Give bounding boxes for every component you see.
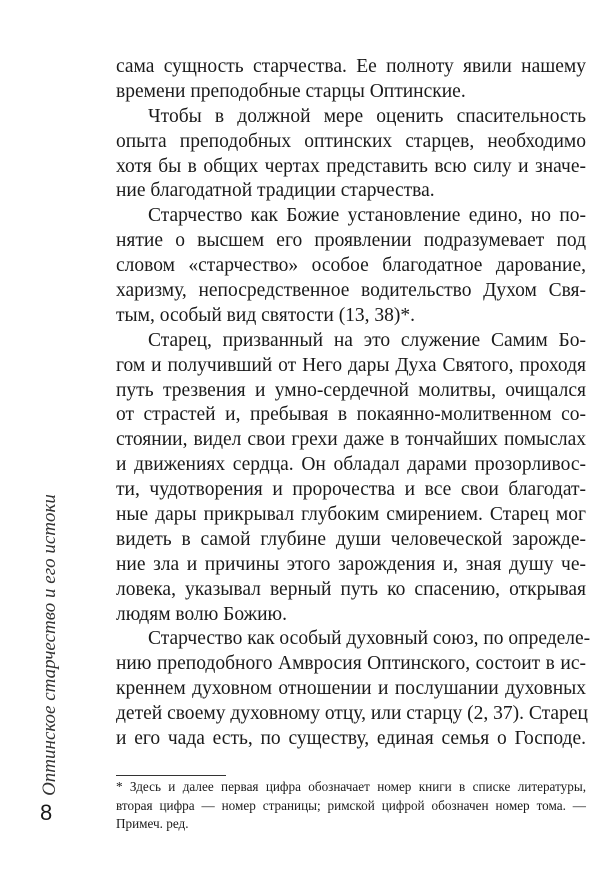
text-line: детей своему духовному отцу, или старцу (2, 37). Старец <box>116 703 588 725</box>
text-line: людям волю Божию. <box>116 603 287 625</box>
text-line: ловека, указывал верный путь ко спасению, открывая <box>116 578 586 600</box>
text-line: и движениях сердца. Он обладал дарами прозорливос- <box>116 454 586 476</box>
text-line: словом «старчество» особое благодатное дарование, <box>116 255 586 277</box>
text-line: хотя бы в общих чертах представить всю силу и значе- <box>116 155 586 177</box>
text-line: стоянии, видел свои грехи даже в тончайших помыслах <box>116 429 586 451</box>
text-line: ные дары прикрывал глубоким смирением. Старец мог <box>116 504 586 526</box>
text-line: опыта преподобных оптинских старцев, необходимо <box>116 130 586 152</box>
text-line: вторая цифра — номер страницы; римской цифрой обозначен номер тома. — <box>116 797 586 813</box>
footnote-divider <box>116 775 226 776</box>
text-line: нятие о высшем его проявлении подразумевает под <box>116 230 586 252</box>
text-line: нию преподобного Амвросия Оптинского, состоит в ис- <box>116 653 586 675</box>
text-line: путь трезвения и умно-сердечной молитвы, очищался <box>116 379 586 401</box>
text-line: сама сущность старчества. Ее полноту явили нашему <box>116 56 586 77</box>
text-line: Чтобы в должной мере оценить спасительность <box>148 105 586 127</box>
text-line: ние зла и причины этого зарождения и, зная душу че- <box>116 553 586 575</box>
text-line: ние благодатной традиции старчества. <box>116 180 435 202</box>
text-line: Примеч. ред. <box>116 816 189 831</box>
text-line: Старчество как особый духовный союз, по определе- <box>148 628 591 650</box>
text-line: и его чада есть, по существу, единая семья о Господе. <box>116 728 586 750</box>
text-line: гом и получивший от Него дары Духа Святого, проходя <box>116 354 586 376</box>
text-line: тым, особый вид святости (13, 38)*. <box>116 304 416 326</box>
body-text <box>116 55 591 752</box>
text-line: * Здесь и далее первая цифра обозначает номер книги в списке литературы, <box>116 779 586 794</box>
text-line: времени преподобные старцы Оптинские. <box>116 80 466 102</box>
text-line: Старец, призванный на это служение Самим Бо- <box>148 329 586 351</box>
running-head: Оптинское старчество и его истоки <box>39 494 60 796</box>
text-line: харизму, непосредственное водительство Духом Свя- <box>116 280 586 302</box>
text-line: Старчество как Божие установление едино, но по- <box>148 205 586 227</box>
text-line: креннем духовном отношении и послушании духовных <box>116 678 586 700</box>
text-line: от страстей и, пребывая в покаянно-молитвенном со- <box>116 404 586 426</box>
page-number: 8 <box>40 800 53 825</box>
text-line: видеть в самой глубине души человеческой зарожде- <box>116 528 586 550</box>
text-line: ти, чудотворения и пророчества и все свои благодат- <box>116 479 586 501</box>
footnote <box>116 778 586 834</box>
